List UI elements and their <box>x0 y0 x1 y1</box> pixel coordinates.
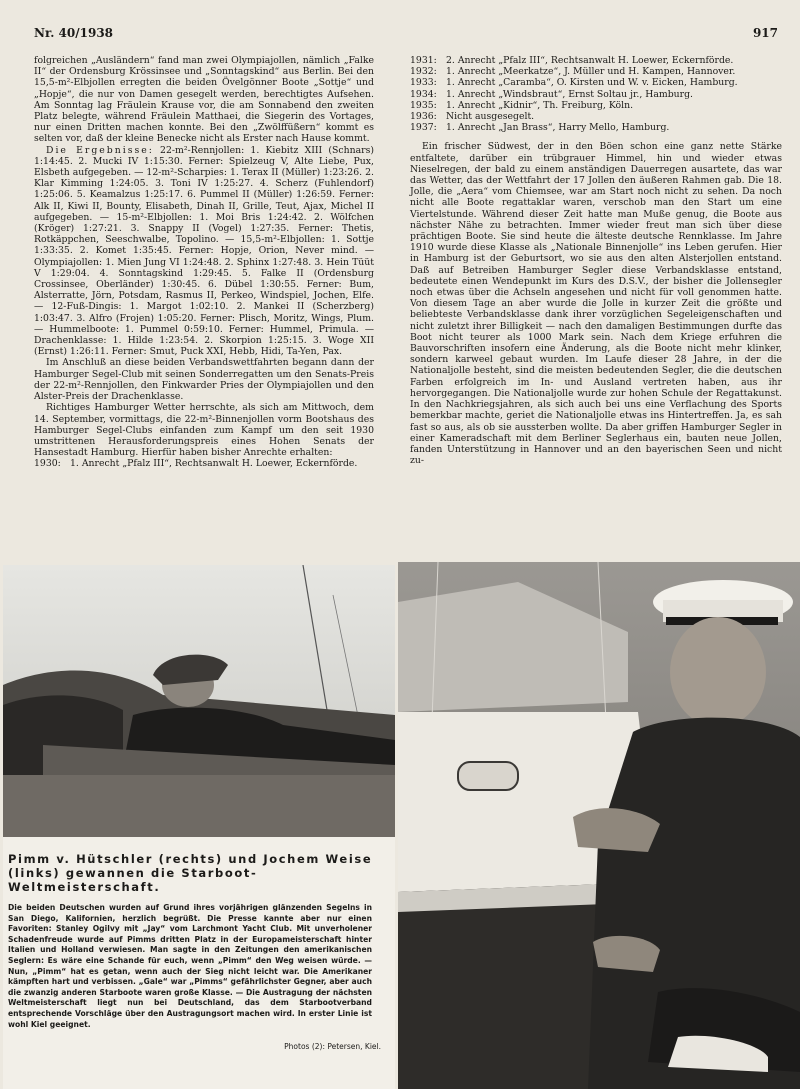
sailors-on-boat-photo <box>3 565 395 837</box>
award-entry <box>410 122 782 133</box>
caption-body: Die beiden Deutschen wurden auf Grund ihres vorjährigen glänzenden Segelns in San Diego, Kalifornien, herzlich begrüßt. Die Presse kannte aber nur einen Favoriten: Stanley Ogilvy mit „Jay“ vom Larchmont Yacht Club. Mit unverholener Schadenfreude wurde auf Pimms dritten Platz in der Europameisterschaft hinter Italien und Holland verwiesen. Man sagte in den Zeitungen den amerikanischen Seglern: Es wäre eine Schande für euch, wenn „Pimm“ den Weg weisen würde. — Nun, „Pimm“ hat es getan, wenn auch der Sieg nicht leicht war. Die Amerikaner kämpften hart und verbissen. „Gale“ war „Pimms“ gefährlichster Gegner, aber auch die zwanzig anderen Starboote waren große Klasse. — Die Austragung der nächsten Weltmeisterschaft liegt nun bei Deutschland, das dem Starbootverband entsprechende Vorschläge über den Austragungsort machen wird. In erster Linie ist wohl Kiel geeignet. <box>8 903 372 1029</box>
award-year: 1936: <box>410 111 437 123</box>
award-entry <box>410 89 782 100</box>
award-text: 1. Anrecht „Caramba“, O. Kirsten und W. v. Eicken, Hamburg. <box>446 77 738 89</box>
article-paragraph: Richtiges Hamburger Wetter herrschte, als sich am Mittwoch, dem 14. September, vormittags, die 22-m²-Binnenjollen vorm Bootshaus des Hamburger Segel-Clubs einfanden zum Kampf um den seit 1930 umstrittenen Herausforderungspreis eines Hohen Senats der Hansestadt Hamburg. Hierfür haben bisher Anrechte erhalten: <box>34 402 374 459</box>
award-text: Nicht ausgesegelt. <box>446 111 535 123</box>
award-year: 1935: <box>410 99 437 111</box>
award-entry <box>410 100 782 111</box>
award-year: 1931: <box>410 55 437 66</box>
photo-credit: Photos (2): Petersen, Kiel. <box>284 1042 381 1051</box>
award-text: 1. Anrecht „Meerkatze“, J. Müller und H. Kampen, Hannover. <box>446 66 736 78</box>
page-number: 917 <box>752 26 778 40</box>
results-text: 22-m²-Rennjollen: 1. Kiebitz XIII (Schnars) 1:14:45. 2. Mucki IV 1:15:30. Ferner: Spielzeug V, Alte Liebe, Pux, Elsbeth aufgegeben. — 12-m²-Scharpies: 1. Terax II (Müller) 1:23:26. 2. Klar Kimming 1:24:05. 3. Toni IV 1:25:27. 4. Scherz (Fuhlendorf) 1:25:06. 5. Keamalzus 1:25:17. 6. Pummel II (Müller) 1:26:59. Ferner: Alk II, Kiwi II, Bounty, Elisabeth, Dinah II, Grille, Teut, Ajax, Michel II aufgegeben. — 15-m²-Elbjollen: 1. Moi Bris 1:24:42. 2. Wölfchen (Kröger) 1:27:21. 3. Snappy II (Vogel) 1:27:35. Ferner: Thetis, Rotkäppchen, Seeschwalbe, Topolino. — 15,5-m²-Elbjollen: 1. Sottje 1:33:35. 2. Komet 1:35:45. Ferner: Hopje, Orion, Never mind. — Olympiajollen: 1. Mien Jung VI 1:24:48. 2. Sphinx 1:27:48. 3. Hein Tüüt V 1:29:04. 4. Sonntagskind 1:29:45. 5. Falke II (Ordensburg Crossinsee, Oberländer) 1:30:45. 6. Dübel 1:30:55. Ferner: Bum, Alsterratte, Jörn, Potsdam, Rasmus II, Perkeo, Windspiel, Jochen, Elfe. — 12-Fuß-Dingis: 1. Margot 1:02:10. 2. Mankei II (Scherzberg) 1:03:47. 3. Alfro (Frojen) 1:05:20. Ferner: Plisch, Moritz, Wings, Plum. — Hummelboote: 1. Pummel 0:59:10. Ferner: Hummel, Primula. — Drachenklasse: 1. Hilde 1:23:54. 2. Skorpion 1:25:15. 3. Woge XII (Ernst) 1:26:11. Ferner: Smut, Puck XXI, Hebb, Hidi, Ta-Yen, Pax. <box>34 144 374 358</box>
award-entry <box>34 458 374 469</box>
award-year: 1933: <box>410 77 437 89</box>
results-paragraph <box>34 145 374 358</box>
page-header <box>34 26 778 44</box>
award-year: 1934: <box>410 88 437 100</box>
award-text: 2. Anrecht „Pfalz III“, Rechtsanwalt H. Loewer, Eckernförde. <box>446 55 734 66</box>
award-entry <box>410 77 782 88</box>
award-text: 1. Anrecht „Windsbraut“, Ernst Soltau jr., Hamburg. <box>446 88 694 100</box>
article-paragraph: Im Anschluß an diese beiden Verbandswettfahrten begann dann der Hamburger Segel-Club mit seinen Sonderregatten um den Senats-Preis der 22-m²-Rennjollen, den Finkwarder Pries der Olympiajollen und den Alster-Preis der Drachenklasse. <box>34 357 374 403</box>
award-entry <box>410 111 782 122</box>
award-text: 1. Anrecht „Kidnir“, Th. Freiburg, Köln. <box>446 99 634 111</box>
caption-title: Pimm v. Hütschler (rechts) und Jochem Weise (links) gewannen die Starboot-Weltmeisterschaft. <box>8 852 373 894</box>
photo-caption <box>3 837 395 1089</box>
award-year: 1932: <box>410 66 437 78</box>
award-entry <box>410 55 782 66</box>
sailor-portrait-photo <box>398 562 800 1089</box>
right-text-column <box>410 55 782 466</box>
article-paragraph: Ein frischer Südwest, der in den Böen schon eine ganz nette Stärke entfaltete, darüber ein trübgrauer Himmel, hin und wieder etwas Nieselregen, der bald zu einem anständigen Dauerregen ausartete, das war das Wetter, das der Wettfahrt der 17 Jollen den äußeren Rahmen gab. Die 18. Jolle, die „Aera“ vom Chiemsee, war am Start noch nicht zu sehen. Da noch nicht alle Boote regattaklar waren, verschob man den Start um eine Viertelstunde. Während dieser Zeit hatte man Muße genug, die Boote aus nächster Nähe zu betrachten. Immer wieder freut man sich über diese prächtigen Boote. Sie sind heute die älteste deutsche Rennklasse. Im Jahre 1910 wurde diese Klasse als „Nationale Binnenjolle“ ins Leben gerufen. Hier in Hamburg ist der Geburtsort, wo sie aus den alten Alsterjollen entstand. Daß auf Betreiben Hamburger Segler diese Verbandsklasse entstand, bedeutete einen Wendepunkt im Kurs des D.S.V., der bisher die Jollensegler noch etwas über die Achseln angesehen und nicht für voll genommen hatte. Von diesem Tage an aber wurde die Jolle in kurzer Zeit die größte und beliebteste Verbandsklasse dank ihrer vorzüglichen Segeleigenschaften und nicht zuletzt ihrer Billigkeit — nach den damaligen Bestimmungen durfte das Boot nicht teurer als 1000 Mark sein. Nach dem Kriege erfuhren die Bauvorschriften insofern eine Änderung, als die Boote nicht mehr klinker, sondern karweel gebaut wurden. Im Laufe dieser 28 Jahre, in der die Nationaljolle besteht, sind die meisten bedeutenden Segler, die die deutschen Farben erfolgreich im In- und Ausland vertreten haben, aus ihr hervorgegangen. Die Nationaljolle wurde zur hohen Schule der Regattakunst. In den Nachkriegsjahren, als sich auch bei uns eine Verflachung des Sports bemerkbar machte, geriet die Nationaljolle etwas ins Hintertreffen. Ja, es sah fast so aus, als ob sie aussterben wollte. Da aber griffen Hamburger Segler in einer Kameradschaft mit dem Berliner Seglerhaus ein, bauten neue Jollen, fanden Unterstützung in Hannover und an den bayerischen Seen und nicht zu- <box>410 141 782 467</box>
award-entry <box>410 66 782 77</box>
issue-number: Nr. 40/1938 <box>34 26 114 40</box>
award-year: 1930: <box>34 458 61 470</box>
results-lead: Die Ergebnisse: <box>46 144 154 156</box>
article-paragraph: folgreichen „Ausländern“ fand man zwei Olympiajollen, nämlich „Falke II“ der Ordensburg Krössinsee und „Sonntagskind“ aus Berlin. Bei den 15,5-m²-Elbjollen erregten die beiden Övelgönner Boote „Sottje“ und „Hopje“, die nur von Damen gesegelt werden, berechtigtes Aufsehen. Am Sonntag lag Fräulein Krause vor, die am Sonnabend den zweiten Platz belegte, während Fräulein Matthaei, die Siegerin des Vortages, nur einen Dritten machen konnte. Bei den „Zwölffüßern“ kommt es selten vor, daß der kleine Benecke nicht als Erster nach Hause kommt. <box>34 55 374 145</box>
award-year: 1937: <box>410 122 437 134</box>
left-text-column <box>34 55 374 470</box>
award-text: 1. Anrecht „Jan Brass“, Harry Mello, Hamburg. <box>446 122 670 134</box>
award-text: 1. Anrecht „Pfalz III“, Rechtsanwalt H. Loewer, Eckernförde. <box>70 458 358 470</box>
